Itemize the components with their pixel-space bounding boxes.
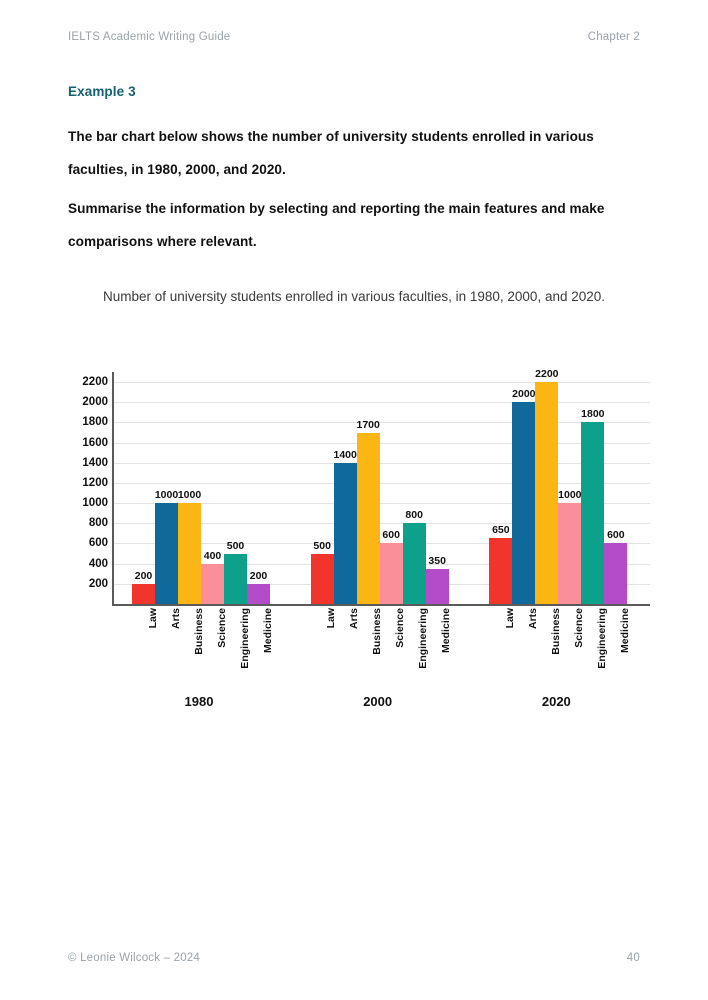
chart-plot-area: [112, 368, 650, 606]
category-label-medicine: Medicine: [618, 608, 631, 653]
y-axis-tick-800: 800: [88, 517, 108, 530]
bar-value-label: 800: [405, 509, 423, 522]
category-label-law: Law: [503, 608, 516, 629]
y-axis-tick-1000: 1000: [82, 497, 108, 510]
bar-value-label: 2200: [535, 368, 559, 381]
chart-bars-layer: [114, 368, 650, 604]
chart-title: [88, 283, 620, 310]
bar-1980-engineering: [224, 539, 247, 604]
bar-value-label: 600: [382, 529, 400, 542]
bar-value-label: 1700: [356, 418, 380, 431]
bar-value-label: 1000: [154, 489, 179, 502]
bar-value-label: 2000: [512, 388, 536, 401]
category-label-law: Law: [325, 608, 338, 629]
y-axis-tick-1400: 1400: [82, 456, 108, 469]
bar-2020-science: [558, 489, 582, 604]
bar-value-label: 1800: [581, 408, 605, 421]
category-label-business: Business: [549, 608, 562, 655]
chart-title-line-1: Number of university students enrolled in various faculties, in 1980, 2000,: [102, 289, 542, 304]
bar-value-label: 1400: [333, 448, 357, 461]
bar-2000-engineering: [403, 509, 426, 604]
bar-value-label: 500: [313, 539, 331, 552]
y-axis-tick-2000: 2000: [82, 396, 108, 409]
y-axis-tick-1800: 1800: [82, 416, 108, 429]
task-prompt-text-1: The bar chart below shows the number of university students enrolled in various faculties, in 1980, 2000, and 2020.: [68, 129, 594, 177]
chart-title-line-2: and 2020.: [544, 289, 606, 304]
bar-1980-science: [201, 549, 224, 604]
category-label-business: Business: [192, 608, 205, 655]
bar-2020-arts: [512, 388, 536, 604]
bar-value-label: 400: [203, 549, 222, 562]
group-label-2000: 2000: [363, 694, 393, 709]
bar-2020-medicine: [604, 529, 627, 604]
y-axis-tick-400: 400: [88, 557, 108, 570]
x-axis-category-labels: [112, 608, 648, 670]
task-prompt-text-2: Summarise the information by selecting and reporting the main features and make comparisons where relevant.: [68, 201, 605, 249]
bar-1980-medicine: [247, 569, 270, 604]
y-axis-tick-1200: 1200: [82, 476, 108, 489]
header-book-title: IELTS Academic Writing Guide: [68, 31, 231, 43]
bar-1980-business: [177, 489, 202, 604]
group-label-2020: 2020: [541, 694, 571, 709]
bar-value-label: 600: [607, 529, 625, 542]
footer-page-number: 40: [626, 952, 640, 964]
category-label-arts: Arts: [348, 608, 361, 630]
bar-value-label: 1000: [558, 489, 582, 502]
y-axis-tick-200: 200: [88, 577, 108, 590]
category-label-arts: Arts: [169, 608, 182, 630]
category-label-medicine: Medicine: [440, 608, 453, 653]
bar-1980-arts: [154, 489, 179, 604]
category-label-engineering: Engineering: [238, 608, 251, 669]
category-label-law: Law: [146, 608, 159, 629]
x-axis-group-labels: [112, 694, 648, 714]
task-prompt-paragraph-2: [68, 192, 638, 258]
y-axis-tick-2200: 2200: [82, 376, 108, 389]
task-prompt-paragraph-1: [68, 120, 638, 186]
category-label-science: Science: [572, 608, 585, 648]
category-label-engineering: Engineering: [595, 608, 608, 669]
bar-2000-business: [356, 418, 380, 604]
running-footer: [68, 952, 640, 964]
bar-value-label: 350: [428, 554, 446, 567]
bar-2020-law: [489, 524, 512, 604]
category-label-science: Science: [394, 608, 407, 648]
bar-2000-arts: [333, 448, 357, 604]
category-label-medicine: Medicine: [261, 608, 274, 653]
bar-2000-medicine: [426, 554, 449, 604]
bar-value-label: 1000: [177, 489, 202, 502]
bar-2020-business: [535, 368, 559, 604]
y-axis-tick-labels: [68, 372, 108, 604]
bar-2020-engineering: [581, 408, 605, 604]
category-label-business: Business: [371, 608, 384, 655]
bar-2000-law: [311, 539, 334, 604]
bar-1980-law: [132, 569, 155, 604]
header-chapter-label: Chapter 2: [587, 31, 640, 43]
y-axis-tick-1600: 1600: [82, 436, 108, 449]
category-label-arts: Arts: [526, 608, 539, 630]
bar-value-label: 650: [492, 524, 510, 537]
category-label-engineering: Engineering: [417, 608, 430, 669]
bar-value-label: 200: [134, 569, 153, 582]
example-heading: Example 3: [68, 84, 136, 99]
running-header: [68, 31, 640, 43]
category-label-science: Science: [215, 608, 228, 648]
bar-value-label: 200: [249, 569, 268, 582]
bar-value-label: 500: [226, 539, 245, 552]
bar-2000-science: [380, 529, 403, 604]
bar-chart: [68, 368, 648, 712]
y-axis-tick-600: 600: [88, 537, 108, 550]
group-label-1980: 1980: [184, 694, 214, 709]
footer-copyright: © Leonie Wilcock – 2024: [68, 952, 200, 964]
